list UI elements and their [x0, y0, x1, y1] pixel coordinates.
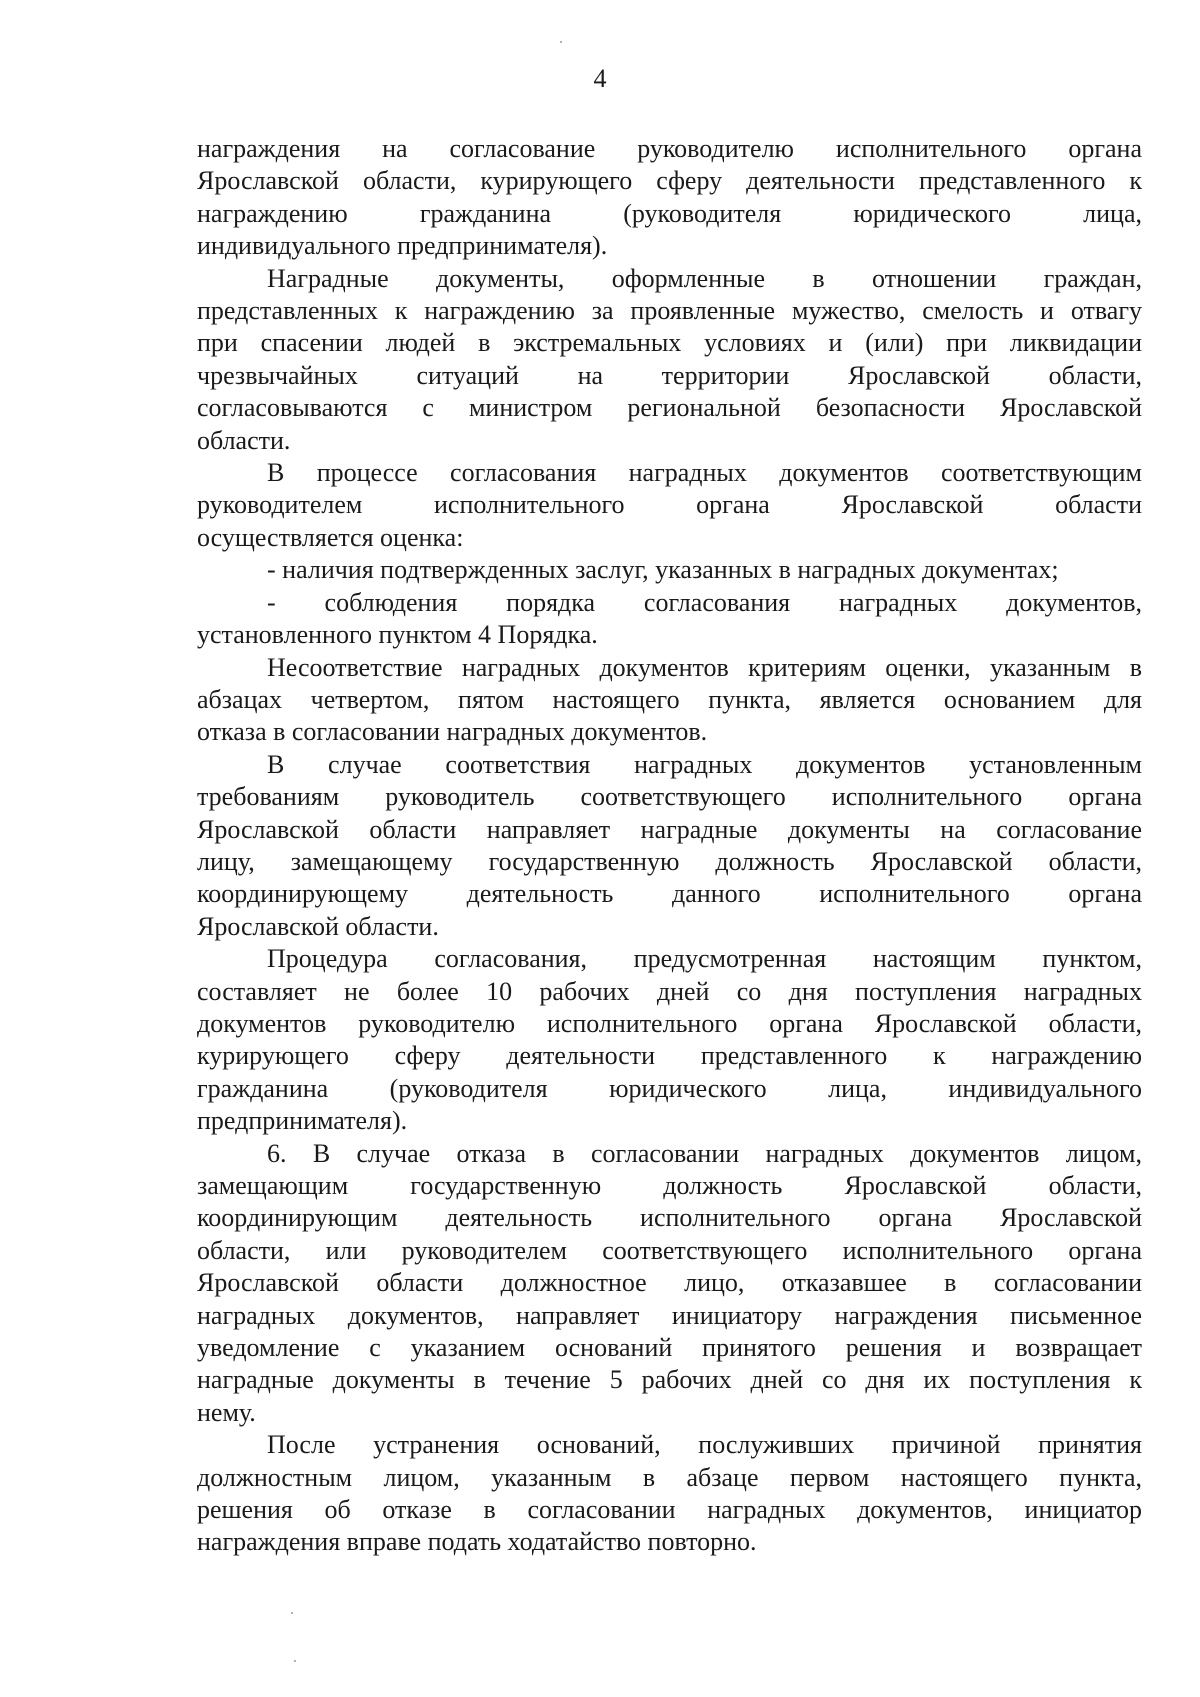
list-item: [197, 554, 1142, 586]
text-line: требованиям руководитель соответствующего исполнительного органа: [197, 782, 1142, 812]
text-line: документов руководителю исполнительного органа Ярославской области,: [197, 1008, 1142, 1038]
text-line: Ярославской области должностное лицо, отказавшее в согласовании: [197, 1268, 1142, 1298]
text-line: В случае соответствия наградных документов установленным: [267, 749, 1142, 779]
paragraph: [197, 749, 1142, 943]
text-line: чрезвычайных ситуаций на территории Ярославской области,: [197, 360, 1142, 390]
text-line: 6. В случае отказа в согласовании наградных документов лицом,: [267, 1138, 1142, 1168]
text-line: Ярославской области, курирующего сферу деятельности представленного к: [197, 166, 1142, 196]
text-line: награждения вправе подать ходатайство повторно.: [197, 1527, 757, 1557]
text-line: Несоответствие наградных документов критериям оценки, указанным в: [267, 652, 1142, 682]
paragraph: [197, 652, 1142, 749]
scan-speck: [560, 41, 562, 43]
text-line: должностным лицом, указанным в абзаце первом настоящего пункта,: [197, 1462, 1142, 1492]
text-line: Наградные документы, оформленные в отношении граждан,: [267, 263, 1142, 293]
text-line: области, или руководителем соответствующего исполнительного органа: [197, 1235, 1142, 1265]
text-line: уведомление с указанием оснований принятого решения и возвращает: [197, 1333, 1142, 1363]
text-line: лицу, замещающему государственную должность Ярославской области,: [197, 846, 1142, 876]
text-line: наградных документов, направляет инициатору награждения письменное: [197, 1300, 1142, 1330]
text-line: нему.: [197, 1397, 256, 1427]
text-line: координирующему деятельность данного исполнительного органа: [197, 879, 1142, 909]
paragraph: [197, 1138, 1142, 1430]
text-line: предпринимателя).: [197, 1106, 408, 1136]
paragraph: [197, 943, 1142, 1137]
paragraph: [197, 263, 1142, 457]
paragraph: [197, 133, 1142, 263]
text-line: наградные документы в течение 5 рабочих дней со дня их поступления к: [197, 1365, 1142, 1395]
text-line: Процедура согласования, предусмотренная настоящим пунктом,: [267, 944, 1142, 974]
scan-speck: [294, 1660, 296, 1662]
text-line: Ярославской области направляет наградные документы на согласование: [197, 814, 1142, 844]
text-line: награждения на согласование руководителю исполнительного органа: [197, 134, 1142, 163]
document-body: [197, 133, 1142, 1559]
text-line: индивидуального предпринимателя).: [197, 231, 608, 261]
text-line: составляет не более 10 рабочих дней со дня поступления наградных: [197, 976, 1142, 1006]
text-line: при спасении людей в экстремальных условиях и (или) при ликвидации: [197, 328, 1142, 358]
text-line: представленных к награждению за проявленные мужество, смелость и отвагу: [197, 296, 1142, 326]
text-line: награждению гражданина (руководителя юридического лица,: [197, 198, 1142, 228]
text-line: - наличия подтвержденных заслуг, указанных в наградных документах;: [267, 555, 1059, 585]
paragraph: [197, 457, 1142, 554]
text-line: замещающим государственную должность Ярославской области,: [197, 1171, 1142, 1200]
list-item: [197, 587, 1142, 652]
text-line: решения об отказе в согласовании наградных документов, инициатор: [197, 1495, 1142, 1525]
text-line: абзацах четвертом, пятом настоящего пункта, является основанием для: [197, 684, 1142, 714]
page-number: 4: [593, 64, 607, 93]
text-line: осуществляется оценка:: [197, 522, 464, 552]
text-line: курирующего сферу деятельности представленного к награждению: [197, 1041, 1142, 1071]
text-line: установленного пунктом 4 Порядка.: [197, 620, 598, 650]
text-line: В процессе согласования наградных документов соответствующим: [267, 458, 1142, 488]
text-line: После устранения оснований, послуживших причиной принятия: [267, 1430, 1142, 1460]
text-line: - соблюдения порядка согласования наградных документов,: [267, 587, 1142, 617]
scan-speck: [291, 1612, 293, 1614]
text-line: области.: [197, 425, 291, 455]
text-line: руководителем исполнительного органа Ярославской области: [197, 490, 1142, 520]
paragraph: [197, 1429, 1142, 1559]
text-line: гражданина (руководителя юридического лица, индивидуального: [197, 1073, 1142, 1103]
text-line: отказа в согласовании наградных документов.: [197, 717, 708, 747]
text-line: Ярославской области.: [197, 911, 439, 941]
text-line: координирующим деятельность исполнительного органа Ярославской: [197, 1203, 1142, 1233]
text-line: согласовываются с министром региональной безопасности Ярославской: [197, 393, 1142, 423]
